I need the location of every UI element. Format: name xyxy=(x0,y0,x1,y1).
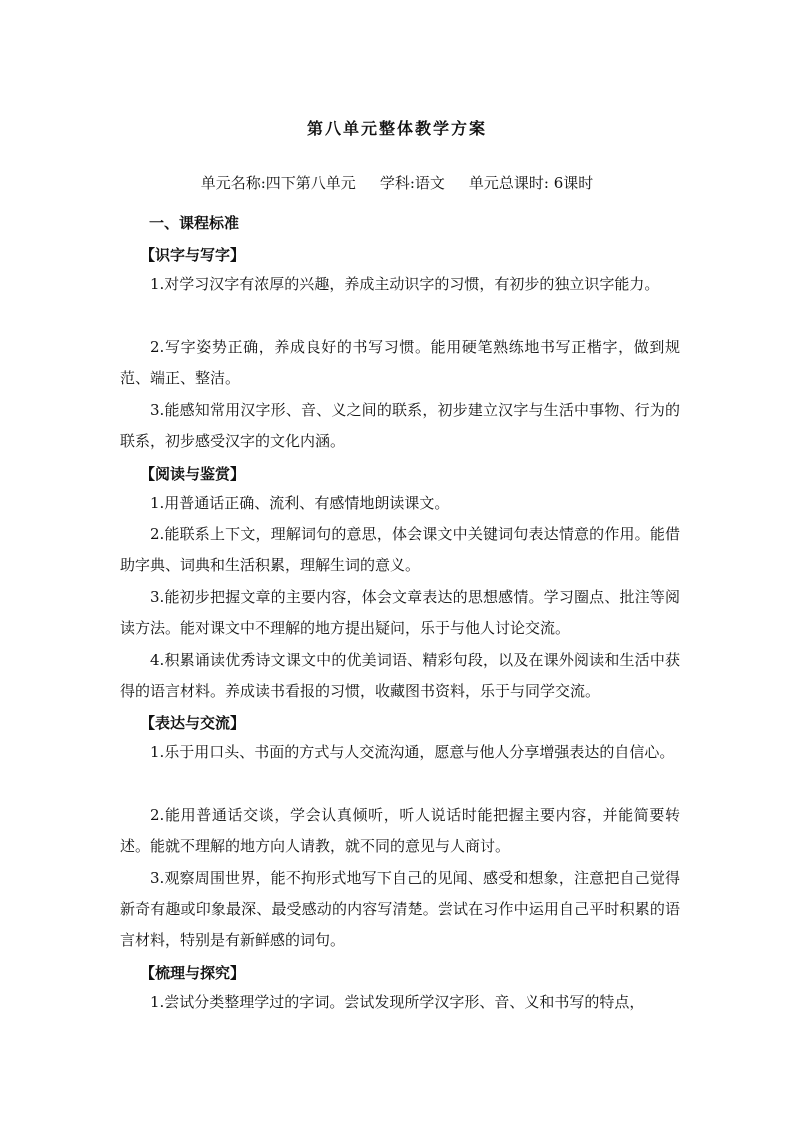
inquiry-item-1: 1.尝试分类整理学过的字词。尝试发现所学汉字形、音、义和书写的特点， xyxy=(150,993,645,1011)
subheading-literacy: 【识字与写字】 xyxy=(140,246,246,264)
subheading-reading: 【阅读与鉴赏】 xyxy=(140,465,246,483)
reading-item-1: 1.用普通话正确、流利、有感情地朗读课文。 xyxy=(150,494,450,512)
expression-item-2: 2.能用普通话交谈，学会认真倾听，听人说话时能把握主要内容，并能简要转述。能就不理解的地方向人请教，就不同的意见与人商讨。 xyxy=(120,806,680,855)
unit-meta xyxy=(0,172,794,193)
subheading-inquiry: 【梳理与探究】 xyxy=(140,964,246,982)
expression-item-1: 1.乐于用口头、书面的方式与人交流沟通，愿意与他人分享增强表达的自信心。 xyxy=(150,743,675,761)
literacy-item-1: 1.对学习汉字有浓厚的兴趣，养成主动识字的习惯，有初步的独立识字能力。 xyxy=(150,275,660,293)
unit-name: 单元名称:四下第八单元 xyxy=(200,174,356,192)
literacy-item-3: 3.能感知常用汉字形、音、义之间的联系，初步建立汉字与生活中事物、行为的联系，初步感受汉字的文化内涵。 xyxy=(120,401,680,450)
expression-item-3: 3.观察周围世界，能不拘形式地写下自己的见闻、感受和想象，注意把自己觉得新奇有趣或印象最深、最受感动的内容写清楚。尝试在习作中运用自己平时积累的语言材料，特别是有新鲜感的词句。 xyxy=(120,869,680,949)
reading-item-2: 2.能联系上下文，理解词句的意思，体会课文中关键词句表达情意的作用。能借助字典、词典和生活积累，理解生词的意义。 xyxy=(120,525,680,574)
reading-item-4: 4.积累诵读优秀诗文课文中的优美词语、精彩句段，以及在课外阅读和生活中获得的语言材料。养成读书看报的习惯，收藏图书资料，乐于与同学交流。 xyxy=(120,651,680,700)
total-hours: 单元总课时: 6课时 xyxy=(468,174,594,192)
literacy-item-2: 2.写字姿势正确，养成良好的书写习惯。能用硬笔熟练地书写正楷字，做到规范、端正、整洁。 xyxy=(120,338,680,387)
section-heading-curriculum: 一、课程标准 xyxy=(149,214,240,232)
reading-item-3: 3.能初步把握文章的主要内容，体会文章表达的思想感情。学习圈点、批注等阅读方法。能对课文中不理解的地方提出疑问，乐于与他人讨论交流。 xyxy=(120,588,680,637)
document-title: 第八单元整体教学方案 xyxy=(306,119,487,138)
subheading-expression: 【表达与交流】 xyxy=(140,714,246,732)
subject: 学科:语文 xyxy=(379,174,445,192)
